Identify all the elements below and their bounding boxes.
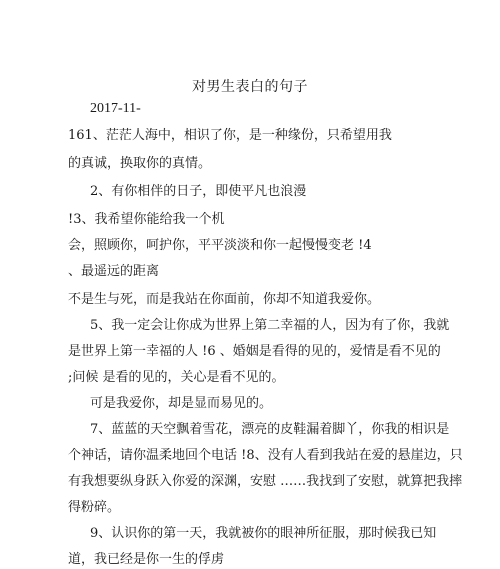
text-line: 5、我一定会让你成为世界上第二幸福的人，因为有了你，我就 <box>90 318 450 333</box>
text-line: 可是我爱你，却是显而易见的。 <box>90 396 273 411</box>
text-line: 是世界上第一幸福的人 !6 、婚姻是看得的见的，爱情是看不见的 <box>68 344 441 359</box>
text-line: 的真诚，换取你的真情。 <box>68 156 212 171</box>
date-line: 2017-11- <box>90 101 141 116</box>
text-line: 2、有你相伴的日子，即使平凡也浪漫 <box>90 184 307 199</box>
text-line: ;问候 是看的见的，关心是看不见的。 <box>68 370 285 385</box>
text-line: 会，照顾你，呵护你，平平淡淡和你一起慢慢变老 !4 <box>68 238 372 253</box>
text-line: 得粉碎。 <box>68 500 121 515</box>
text-line: 不是生与死，而是我站在你面前，你却不知道我爱你。 <box>68 292 381 307</box>
text-line: 9、认识你的第一天，我就被你的眼神所征服，那时候我已知 <box>90 526 437 541</box>
text-line: 161、茫茫人海中，相识了你，是一种缘份，只希望用我 <box>68 128 392 143</box>
text-line: 个神话，请你温柔地回个电话 !8、没有人看到我站在爱的悬崖边，只 <box>68 448 463 463</box>
text-line: 、最遥远的距离 <box>68 264 160 279</box>
text-line: 道，我已经是你一生的俘虏 <box>68 552 225 567</box>
text-line: !3、我希望你能给我一个机 <box>68 212 225 227</box>
document-title: 对男生表白的句子 <box>192 79 308 95</box>
text-line: 7、蓝蓝的天空飘着雪花，漂亮的皮鞋漏着脚丫，你我的相识是 <box>90 422 450 437</box>
text-line: 有我想要纵身跃入你爱的深渊，安慰 ……我找到了安慰，就算把我摔 <box>68 474 463 489</box>
